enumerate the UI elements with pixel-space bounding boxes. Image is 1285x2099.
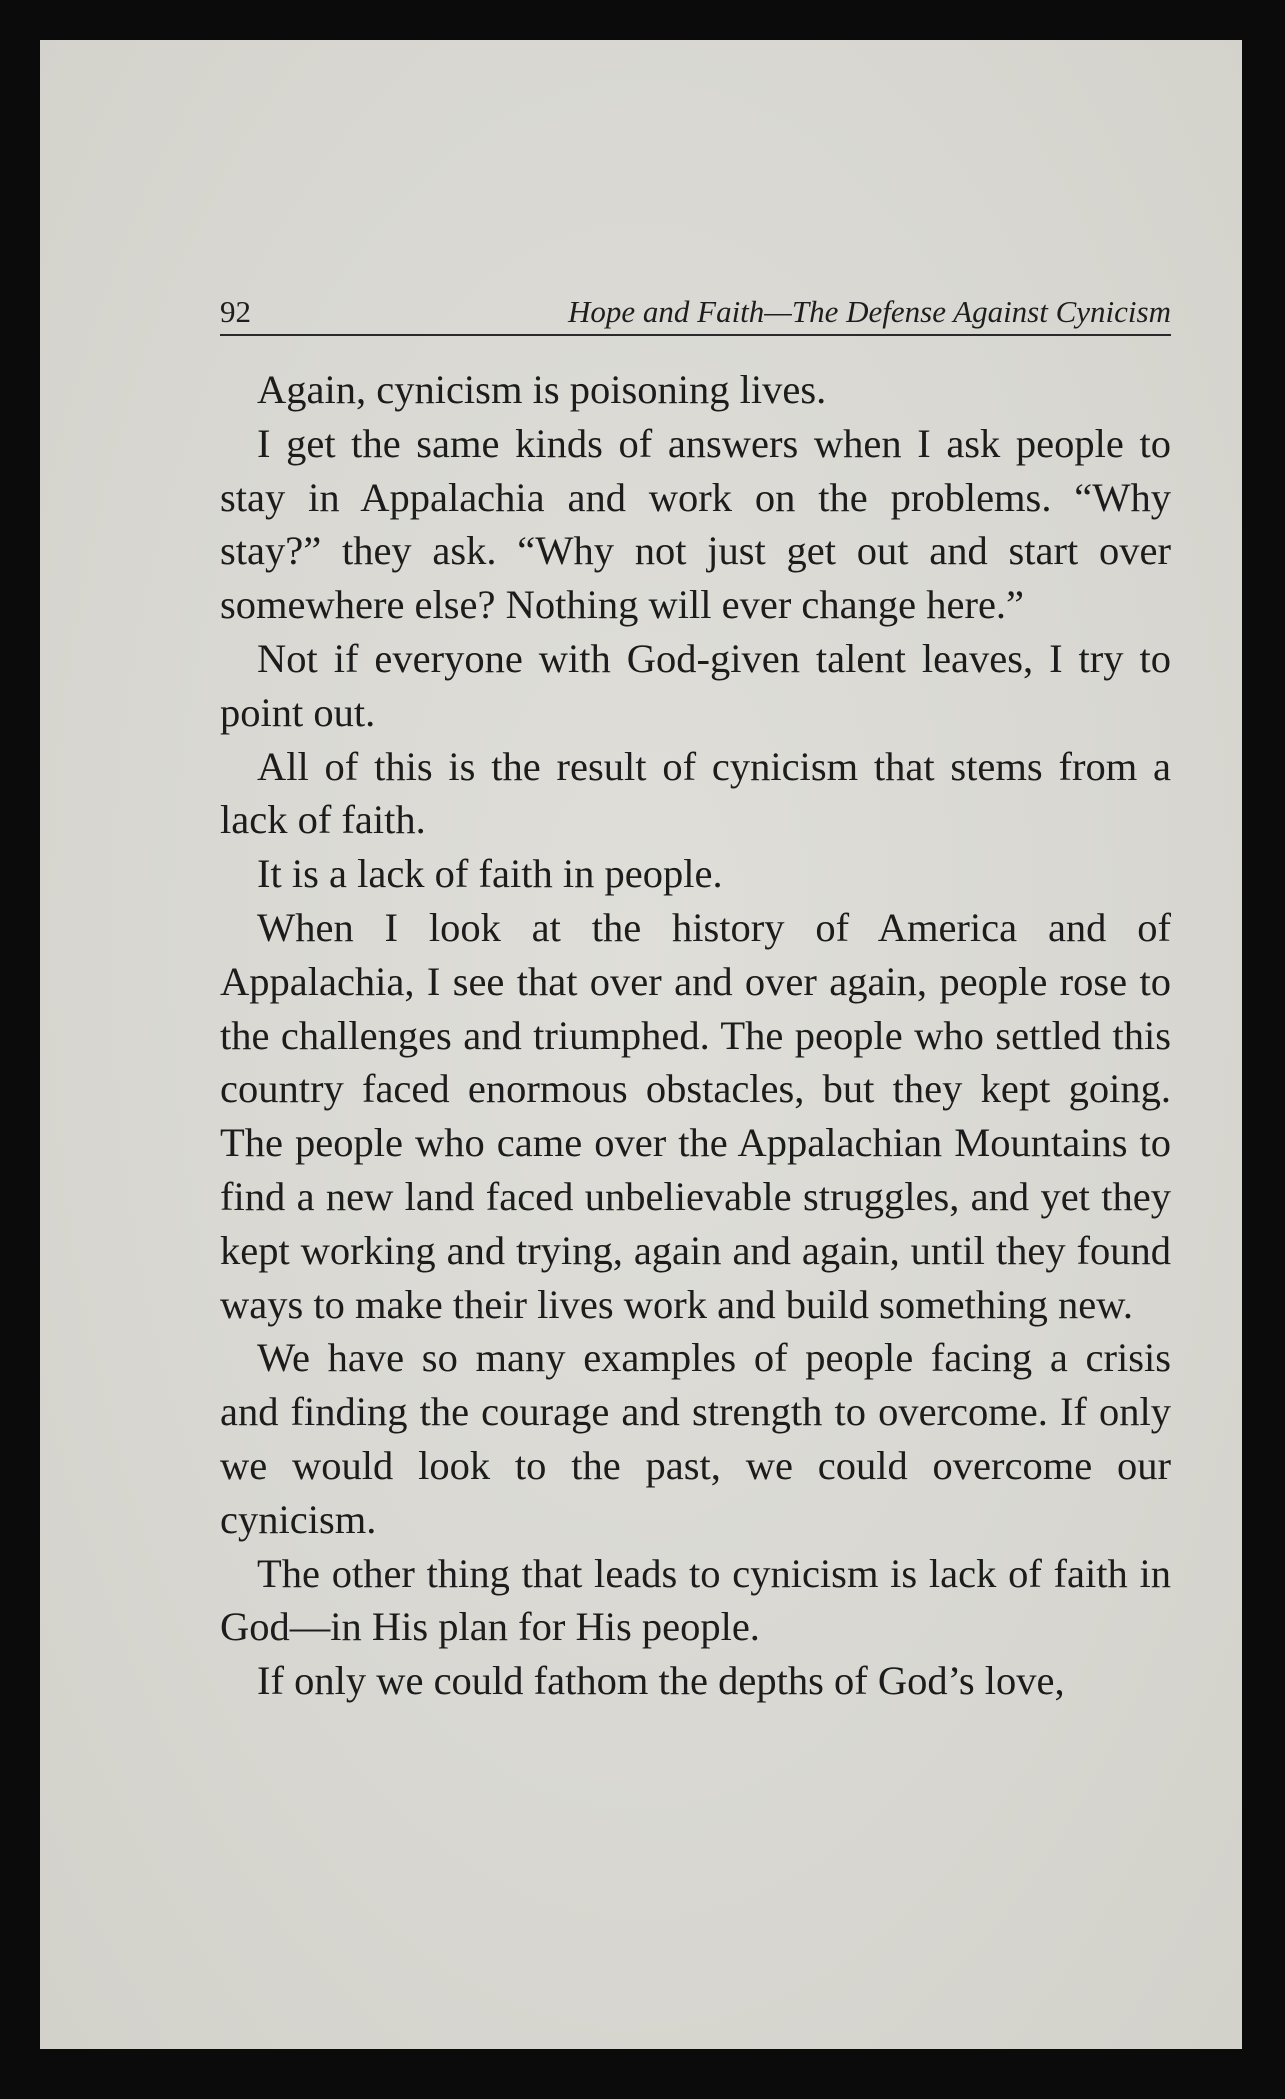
page-header (220, 290, 1171, 336)
paragraph: I get the same kinds of answers when I ask people to stay in Appalachia and work on the problems. “Why stay?” they ask. “Why not just get out and start over somewhere else? Nothing will ever change here.” (220, 420, 1171, 628)
page-number: 92 (220, 294, 251, 329)
running-head: Hope and Faith—The Defense Against Cynicism (567, 294, 1171, 329)
paragraph: We have so many examples of people facing a crisis and finding the courage and strength to overcome. If only we would look to the past, we could overcome our cynicism. (220, 1335, 1171, 1542)
paragraph: Again, cynicism is poisoning lives. (257, 367, 827, 412)
paragraph: Not if everyone with God-given talent leaves, I try to point out. (220, 635, 1171, 735)
paragraph: It is a lack of faith in people. (257, 851, 723, 897)
book-page (40, 40, 1242, 2049)
body-text (220, 363, 1171, 1708)
paragraph: The other thing that leads to cynicism is lack of faith in God—in His plan for His people. (220, 1550, 1171, 1650)
paragraph: All of this is the result of cynicism that stems from a lack of faith. (220, 743, 1171, 843)
paragraph: If only we could fathom the depths of God’s love, (257, 1658, 1065, 1704)
paragraph: When I look at the history of America and of Appalachia, I see that over and over again, people rose to the challenges and triumphed. The people who settled this country faced enormous obstacles, but they kept going. The people who came over the Appalachian Mountains to find a new land faced unbelievable struggles, and yet they kept working and trying, again and again, until they found ways to make their lives work and build something new. (220, 904, 1171, 1327)
